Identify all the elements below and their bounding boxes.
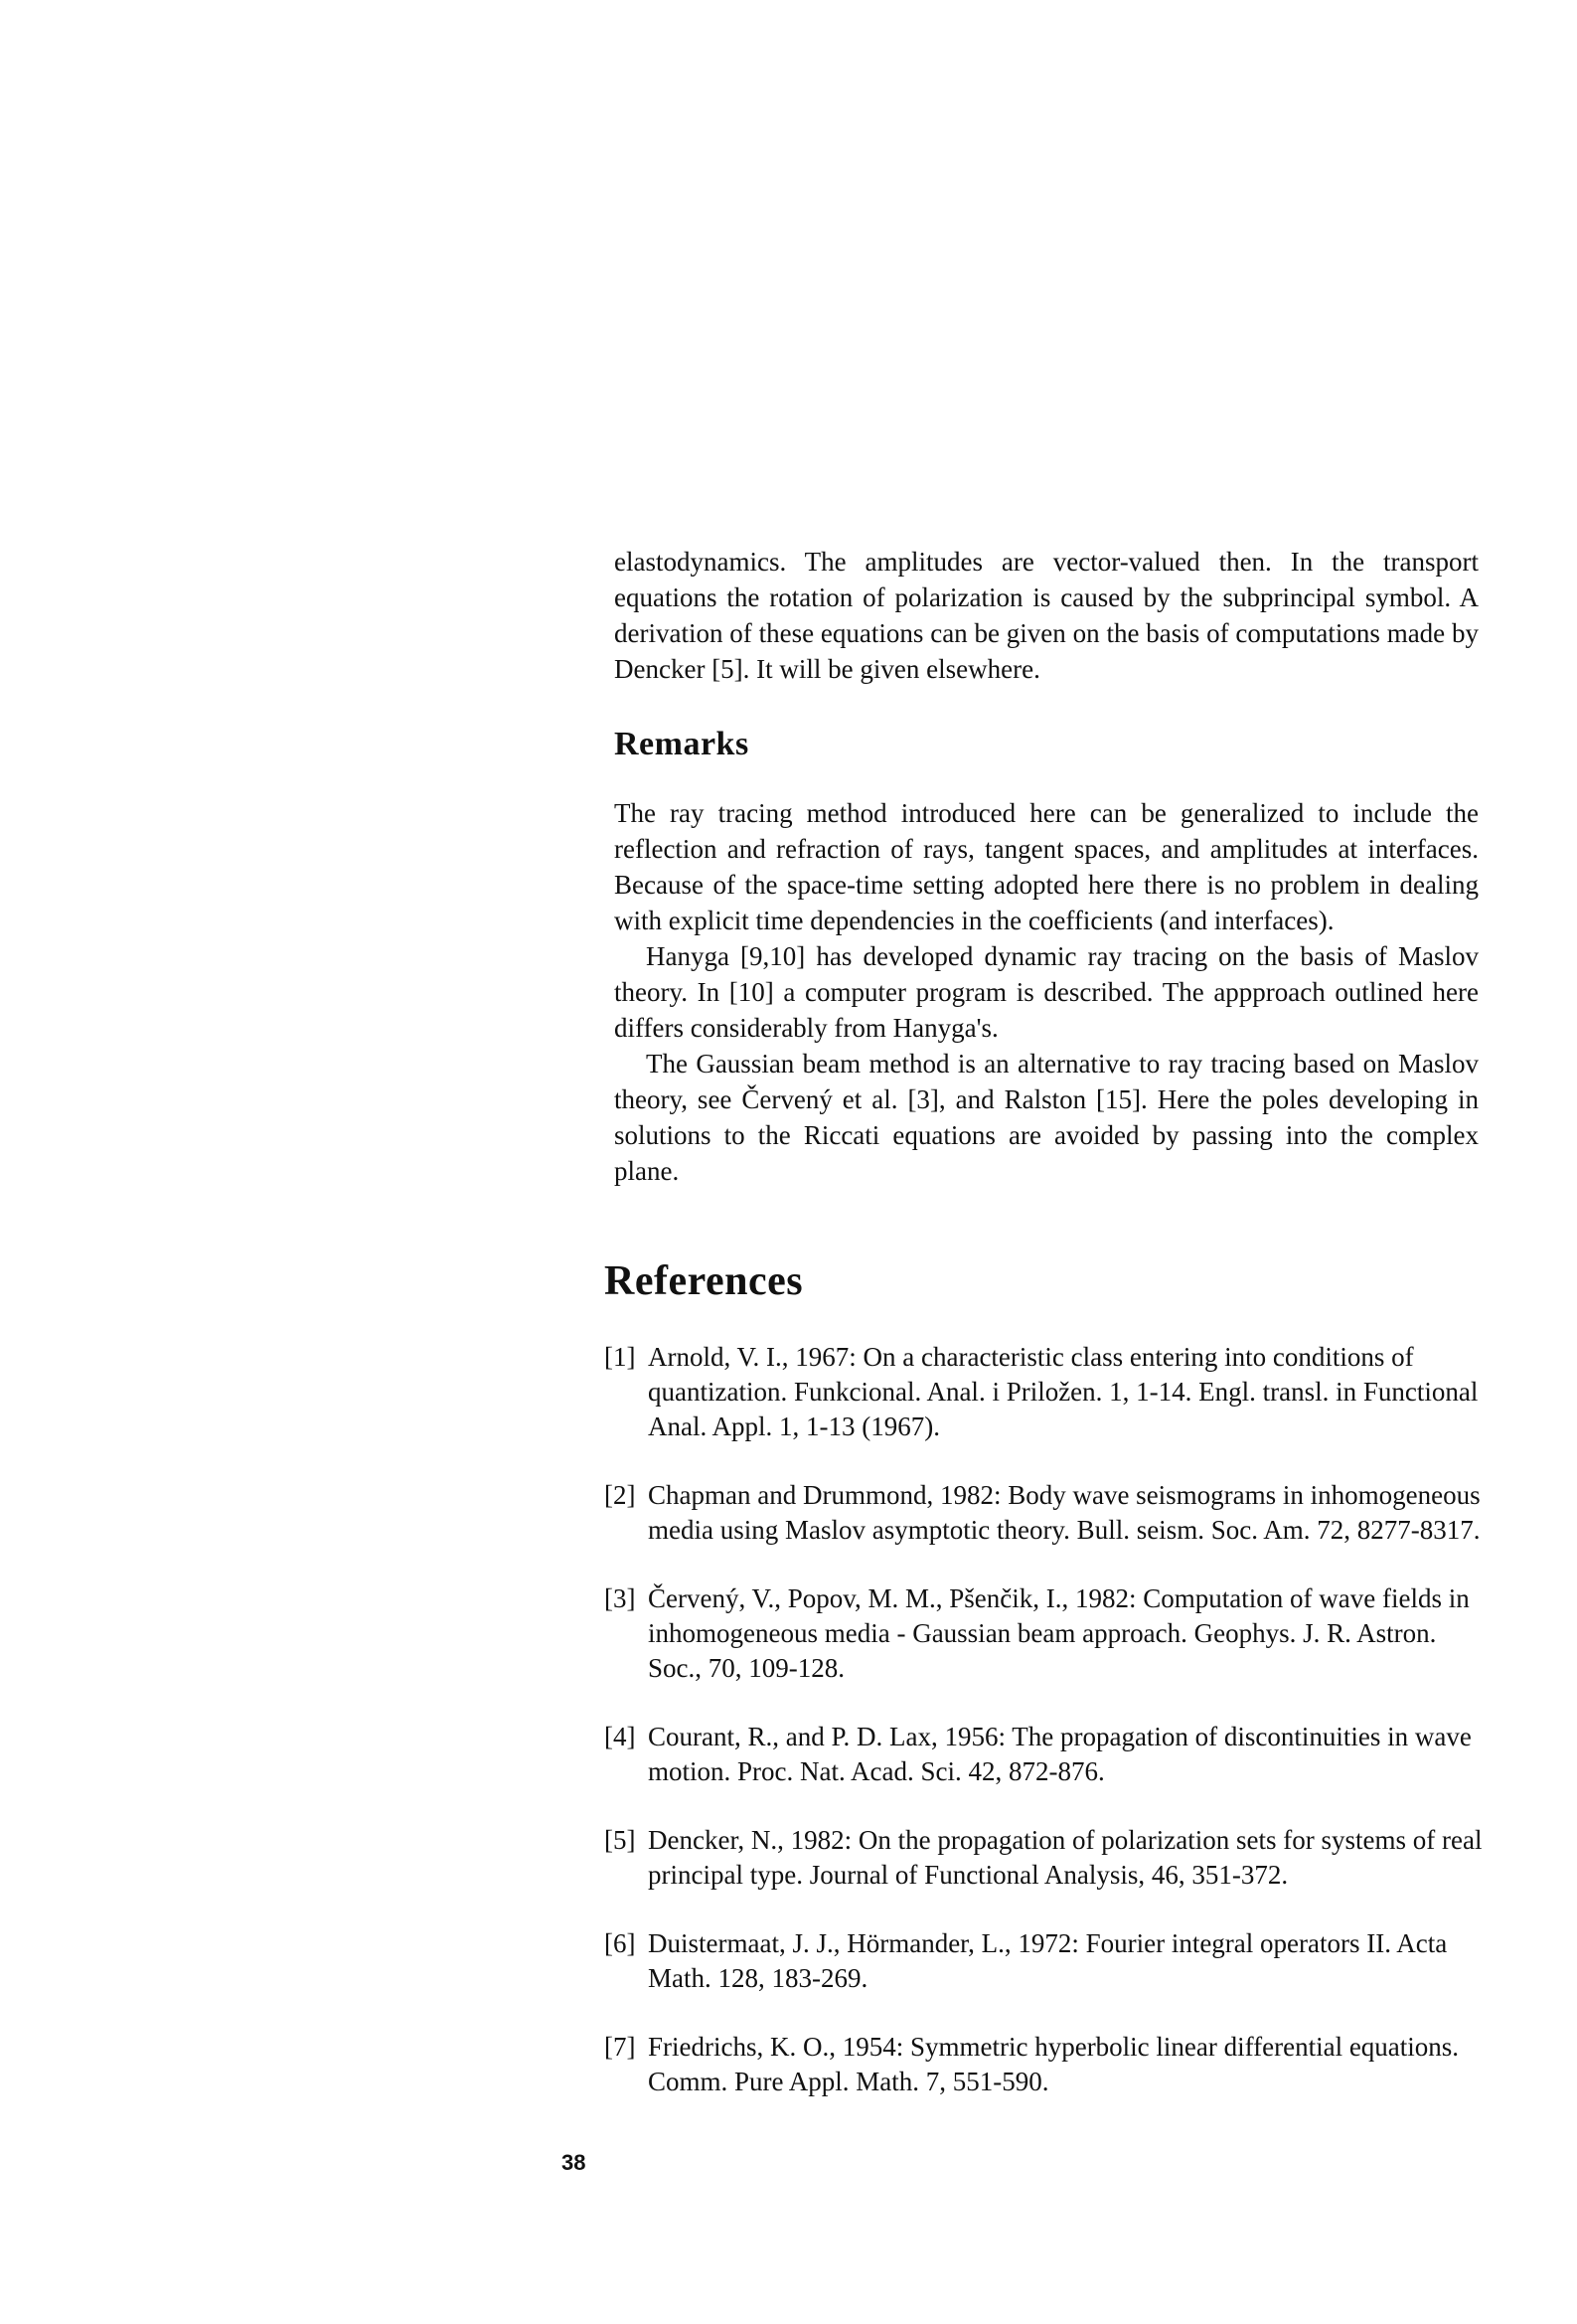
intro-paragraph: elastodynamics. The amplitudes are vector-valued then. In the transport equations the rotation of polarization is caused by the subprincipal symbol. A derivation of these equations can be given on the basis of computations made by Dencker [5]. It will be given elsewhere. [614, 547, 1479, 684]
reference-item [604, 2030, 1487, 2099]
reference-item [604, 1926, 1487, 1996]
references-heading: References [604, 1258, 804, 1304]
reference-number: [6] [604, 1928, 636, 1958]
reference-item [604, 1581, 1487, 1686]
reference-item [604, 1720, 1487, 1789]
intro-section [614, 544, 1479, 687]
reference-text: Arnold, V. I., 1967: On a characteristic class entering into conditions of quantization. Funkcional. Anal. i Priložen. 1, 1-14. Engl. transl. in Functional Anal. Appl. 1, 1-13 (1967). [648, 1342, 1479, 1441]
reference-list [604, 1340, 1487, 2133]
reference-item [604, 1478, 1487, 1548]
reference-number: [4] [604, 1722, 636, 1751]
page-number: 38 [561, 2150, 586, 2175]
remarks-paragraph-1: The ray tracing method introduced here can be generalized to include the reflection and refraction of rays, tangent spaces, and amplitudes at interfaces. Because of the space-time setting adopted here there is no problem in dealing with explicit time dependencies in the coefficients (and interfaces). [614, 798, 1479, 935]
reference-text: Duistermaat, J. J., Hörmander, L., 1972: Fourier integral operators II. Acta Math. 128, 183-269. [648, 1928, 1448, 1993]
reference-number: [5] [604, 1825, 636, 1855]
reference-number: [3] [604, 1583, 636, 1613]
remarks-paragraph-2: Hanyga [9,10] has developed dynamic ray tracing on the basis of Maslov theory. In [10] a computer program is described. The appproach outlined here differs considerably from Hanyga's. [614, 941, 1479, 1043]
reference-number: [7] [604, 2032, 636, 2062]
reference-text: Courant, R., and P. D. Lax, 1956: The propagation of discontinuities in wave motion. Proc. Nat. Acad. Sci. 42, 872-876. [648, 1722, 1472, 1786]
reference-text: Friedrichs, K. O., 1954: Symmetric hyperbolic linear differential equations. Comm. Pure Appl. Math. 7, 551-590. [648, 2032, 1460, 2096]
reference-number: [2] [604, 1480, 636, 1510]
reference-number: [1] [604, 1342, 636, 1372]
reference-item [604, 1823, 1487, 1893]
reference-text: Chapman and Drummond, 1982: Body wave seismograms in inhomogeneous media using Maslov asymptotic theory. Bull. seism. Soc. Am. 72, 8277-8317. [648, 1480, 1481, 1545]
remarks-heading: Remarks [614, 726, 749, 762]
remarks-paragraph-3: The Gaussian beam method is an alternative to ray tracing based on Maslov theory, see Červený et al. [3], and Ralston [15]. Here the poles developing in solutions to the Riccati equations are avoided by passing into the complex plane. [614, 1049, 1479, 1186]
reference-text: Dencker, N., 1982: On the propagation of polarization sets for systems of real principal type. Journal of Functional Analysis, 46, 351-372. [648, 1825, 1483, 1890]
reference-text: Červený, V., Popov, M. M., Pšenčik, I., 1982: Computation of wave fields in inhomogeneous media - Gaussian beam approach. Geophys. J. R. Astron. Soc., 70, 109-128. [648, 1583, 1470, 1683]
remarks-section [614, 795, 1479, 1189]
reference-item [604, 1340, 1487, 1444]
